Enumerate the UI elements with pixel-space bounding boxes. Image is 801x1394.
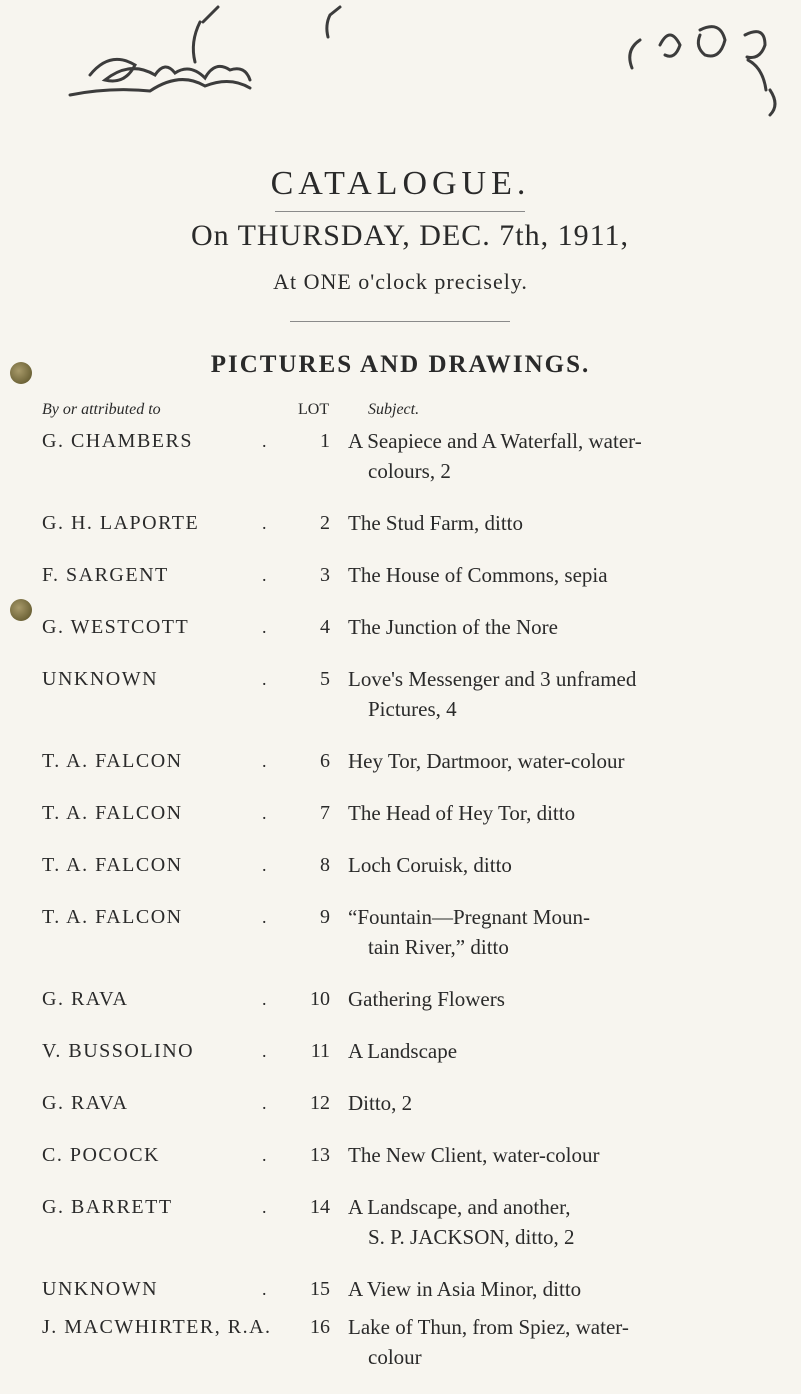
lot-number: 10 xyxy=(310,988,330,1010)
lot-number: 13 xyxy=(310,1144,330,1166)
lot-number: 5 xyxy=(320,668,330,690)
lot-subject-cont: colours, 2 xyxy=(368,459,451,483)
leader-dots: . xyxy=(262,855,267,875)
lot-subject: The Junction of the Nore xyxy=(348,615,558,639)
lot-number: 8 xyxy=(320,854,330,876)
lot-number: 16 xyxy=(310,1316,330,1338)
lot-number: 2 xyxy=(320,512,330,534)
leader-dots: . xyxy=(262,907,267,927)
lot-artist: UNKNOWN xyxy=(42,668,159,690)
leader-dots: . xyxy=(262,1093,267,1113)
sale-date: On THURSDAY, DEC. 7th, 1911, xyxy=(190,219,630,252)
lot-subject: Gathering Flowers xyxy=(348,987,505,1011)
lot-artist: T. A. FALCON xyxy=(42,906,183,928)
lot-subject-cont: tain River,” ditto xyxy=(368,935,509,959)
lot-number: 7 xyxy=(320,802,330,824)
lot-artist: T. A. FALCON xyxy=(42,854,183,876)
lot-number: 4 xyxy=(320,616,330,638)
lot-row xyxy=(0,1088,801,1140)
lot-row xyxy=(0,746,801,798)
lot-subject xyxy=(348,902,778,962)
lot-number: 12 xyxy=(310,1092,330,1114)
lot-subject-cont: colour xyxy=(368,1345,422,1369)
lot-row xyxy=(0,1274,801,1312)
leader-dots: . xyxy=(262,1279,267,1299)
column-header-artist: By or attributed to xyxy=(42,401,161,418)
lot-number: 11 xyxy=(310,1040,330,1062)
leader-dots: . xyxy=(262,617,267,637)
leader-dots: . xyxy=(262,513,267,533)
leader-dots: . xyxy=(262,1145,267,1165)
section-heading: PICTURES AND DRAWINGS. xyxy=(210,351,591,378)
lot-subject: Ditto, 2 xyxy=(348,1091,413,1115)
lot-artist: T. A. FALCON xyxy=(42,750,183,772)
leader-dots: . xyxy=(262,989,267,1009)
lot-row xyxy=(0,508,801,560)
lot-row xyxy=(0,560,801,612)
lot-row xyxy=(0,664,801,746)
catalogue-title: CATALOGUE. xyxy=(270,165,531,202)
lot-subject: The New Client, water-colour xyxy=(348,1143,600,1167)
lot-artist: C. POCOCK xyxy=(42,1144,160,1166)
lot-row xyxy=(0,1036,801,1088)
column-header-subject: Subject. xyxy=(368,401,420,418)
lot-artist: G. CHAMBERS xyxy=(42,430,193,452)
leader-dots: . xyxy=(262,803,267,823)
lot-subject-text: A Seapiece and A Waterfall, water- xyxy=(348,429,642,453)
lot-subject xyxy=(348,1312,778,1372)
lot-artist: J. MACWHIRTER, R.A. xyxy=(42,1316,272,1338)
lot-row xyxy=(0,1192,801,1274)
lot-artist: UNKNOWN xyxy=(42,1278,159,1300)
lot-artist: T. A. FALCON xyxy=(42,802,183,824)
lot-number: 6 xyxy=(320,750,330,772)
lot-artist: V. BUSSOLINO xyxy=(42,1040,195,1062)
leader-dots: . xyxy=(262,1197,267,1217)
lot-artist: F. SARGENT xyxy=(42,564,169,586)
lot-row xyxy=(0,1312,801,1394)
lot-row xyxy=(0,984,801,1036)
lot-subject: A Landscape xyxy=(348,1039,458,1063)
lot-subject: Loch Coruisk, ditto xyxy=(348,853,512,877)
lot-subject-text: “Fountain—Pregnant Moun- xyxy=(348,905,591,929)
lot-artist: G. RAVA xyxy=(42,1092,129,1114)
lot-subject: A View in Asia Minor, ditto xyxy=(348,1277,582,1301)
lot-subject-cont: S. P. JACKSON, ditto, 2 xyxy=(368,1225,575,1249)
leader-dots: . xyxy=(262,431,267,451)
lot-list xyxy=(0,426,801,1394)
lot-row xyxy=(0,798,801,850)
column-header-lot: LOT xyxy=(298,401,330,418)
date-rule xyxy=(290,321,510,322)
lot-subject-text: Lake of Thun, from Spiez, water- xyxy=(348,1315,629,1339)
leader-dots: . xyxy=(262,669,267,689)
lot-subject xyxy=(348,1192,778,1252)
lot-subject-cont: Pictures, 4 xyxy=(368,697,457,721)
lot-row xyxy=(0,1140,801,1192)
lot-number: 9 xyxy=(320,906,330,928)
lot-number: 1 xyxy=(320,430,330,452)
title-rule xyxy=(275,211,525,212)
lot-subject: Hey Tor, Dartmoor, water-colour xyxy=(348,749,625,773)
lot-row xyxy=(0,902,801,984)
lot-subject: The Head of Hey Tor, ditto xyxy=(348,801,576,825)
leader-dots: . xyxy=(262,751,267,771)
lot-artist: G. RAVA xyxy=(42,988,129,1010)
lot-number: 14 xyxy=(310,1196,330,1218)
leader-dots: . xyxy=(262,565,267,585)
lot-subject xyxy=(348,664,778,724)
lot-number: 3 xyxy=(320,564,330,586)
leader-dots: . xyxy=(262,1041,267,1061)
lot-artist: G. WESTCOTT xyxy=(42,616,190,638)
sale-time: At ONE o'clock precisely. xyxy=(273,269,528,294)
lot-artist: G. BARRETT xyxy=(42,1196,173,1218)
lot-subject: The Stud Farm, ditto xyxy=(348,511,523,535)
lot-subject-text: Love's Messenger and 3 unframed xyxy=(348,667,637,691)
lot-subject-text: A Landscape, and another, xyxy=(348,1195,571,1219)
lot-subject xyxy=(348,426,778,486)
lot-row xyxy=(0,612,801,664)
lot-subject: The House of Commons, sepia xyxy=(348,563,608,587)
lot-artist: G. H. LAPORTE xyxy=(42,512,200,534)
lot-row xyxy=(0,850,801,902)
lot-number: 15 xyxy=(310,1278,330,1300)
handwritten-annotation xyxy=(0,0,801,130)
lot-row xyxy=(0,426,801,508)
